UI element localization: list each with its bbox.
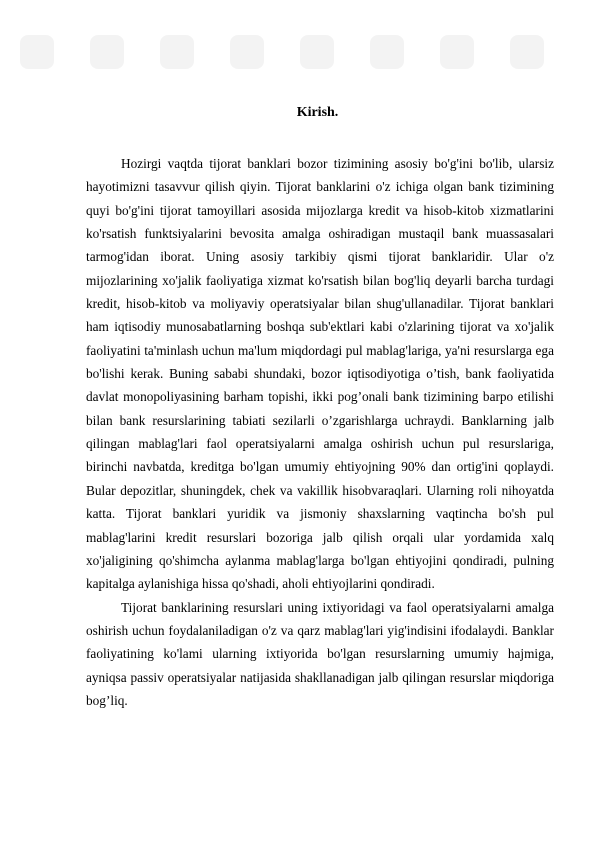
watermark-mark bbox=[20, 35, 54, 69]
watermark-mark bbox=[90, 35, 124, 69]
watermark-mark bbox=[160, 35, 194, 69]
page-title: Kirish. bbox=[296, 105, 339, 120]
watermark-mark bbox=[300, 35, 334, 69]
body-text bbox=[86, 152, 554, 712]
watermark-mark bbox=[440, 35, 474, 69]
paragraph-2: Tijorat banklarining resurslari uning ixtiyoridagi va faol operatsiyalarni amalga oshirish uchun foydalaniladigan o'z va qarz mablag'lari yig'indisini ifodalaydi. Banklar faoliyatining ko'lami ularning ixtiyorida bo'lgan resurslarning umumiy hajmiga, ayniqsa passiv operatsiyalar natijasida shakllanadigan jalb qilingan resurslar miqdoriga bog’liq. bbox=[86, 599, 554, 708]
watermark-mark bbox=[510, 35, 544, 69]
paragraph-1: Hozirgi vaqtda tijorat banklari bozor tizimining asosiy bo'g'ini bo'lib, ularsiz hayotimizni tasavvur qilish qiyin. Tijorat banklarini o'z ichiga olgan bank tizimining quyi bo'g'ini tijorat tamoyillari asosida mijozlarga kredit va hisob-kitob xizmatlarini ko'rsatish funktsiyalarini bevosita amalga oshiradigan mustaqil bank muassasalari tarmog'idan iborat. Uning asosiy tarkibiy qismi tijorat banklaridir. Ular o'z mijozlarining xo'jalik faoliyatiga xizmat ko'rsatish bilan bog'liq deyarli barcha turdagi kredit, hisob-kitob va moliyaviy operatsiyalar bilan shug'ullanadilar. Tijorat banklari ham iqtisodiy munosabatlarning boshqa sub'ektlari kabi o'zlarining tijorat va xo'jalik faoliyatini ta'minlash uchun ma'lum miqdordagi pul mablag'lariga, ya'ni resurslarga ega bo'lishi kerak. Buning sababi shundaki, bozor iqtisodiyotiga o’tish, bank faoliyatida davlat monopoliyasining barham topishi, ikki pog’onali bank tizimining barpo etilishi bilan bank resurslarining tabiati sezilarli o’zgarishlarga uchraydi. Banklarning jalb qilingan mablag'lari faol operatsiyalarni amalga oshirish uchun pul resurslariga, birinchi navbatda, kreditga bo'lgan umumiy ehtiyojning 90% dan ortig'ini qoplaydi. Bular depozitlar, shuningdek, chek va vakillik hisobvaraqlari. Ularning roli nihoyatda katta. Tijorat banklari yuridik va jismoniy shaxslarning vaqtincha bo'sh pul mablag'larini kredit resurslari bozoriga jalb qilish orqali ular yordamida xalq xo'jaligining qo'shimcha aylanma mablag'larga bo'lgan ehtiyojini qondiradi, pulning kapitalga aylanishiga hissa qo'shadi, aholi ehtiyojlarini qondiradi. bbox=[86, 156, 554, 592]
watermark-mark bbox=[230, 35, 264, 69]
watermark-mark bbox=[370, 35, 404, 69]
